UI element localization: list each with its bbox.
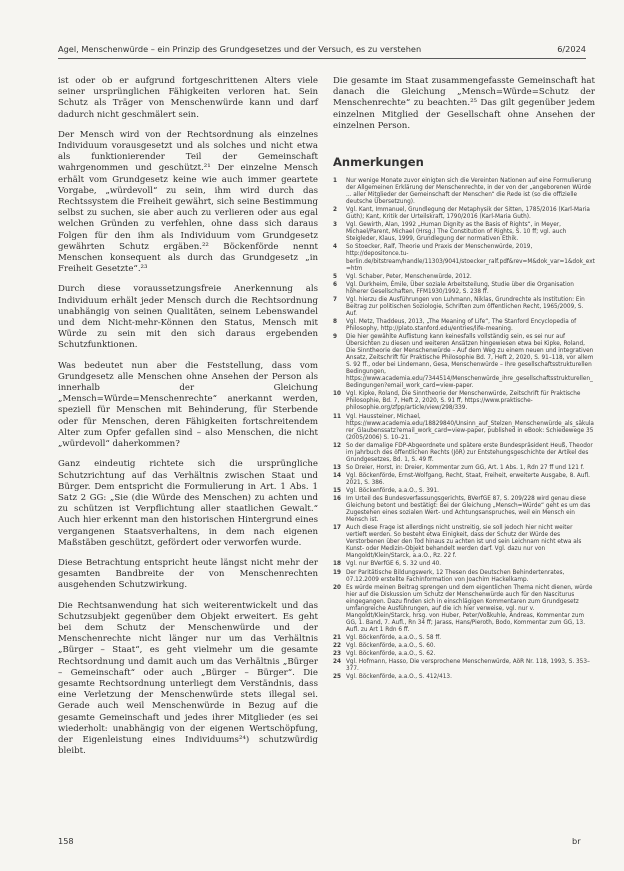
endnote-text: Vgl. Böckenförde, a.a.O., S. 60.: [346, 642, 436, 649]
intro-paragraph: Die gesamte im Staat zusammengefasste Gemeinschaft hat danach die Gleichung „Mensch=Würde=Schutz der Menschenrechte“ zu beachten.²⁵ Das gilt gegenüber jedem einzelnen Mitglied der Gesellschaft ohne Ansehen der einzelnen Person.: [333, 76, 595, 131]
endnote-text: Vgl. Böckenförde, Ernst-Wolfgang, Recht, Staat, Freiheit, erweiterte Ausgabe, 8. Aufl. 2021, S. 386.: [346, 472, 590, 486]
endnote-item: [333, 282, 595, 296]
endnote-text: Vgl. Böckenförde, a.a.O., S. 62.: [346, 651, 436, 658]
endnote-item: [333, 525, 595, 560]
endnote-text: Vgl. Kipke, Roland, Die Sinntheorie der Menschenwürde, Zeitschrift für Praktische Philosophie, Bd. 7, Heft 2, 2020, S. 91 ff, https://www.praktische-philosophie.org/zfpp/article/view/298/339.: [346, 391, 581, 412]
endnote-number: 5: [333, 273, 338, 280]
endnote-number: 4: [333, 244, 338, 251]
left-column: [58, 76, 318, 766]
endnote-text: So der damalige FDP-Abgeordnete und spätere erste Bundespräsident Heuß, Theodor im Jahrbuch des öffentlichen Rechts (JöR) zur Entstehungsgeschichte der Artikel des Grundgesetzes, Bd. 1, S. 49 ff.: [346, 442, 593, 463]
endnote-number: 1: [333, 178, 338, 185]
endnote-item: [333, 570, 595, 584]
publisher-mark: br: [572, 836, 581, 846]
endnote-number: 13: [333, 464, 342, 471]
endnote-item: [333, 585, 595, 634]
endnote-number: 16: [333, 496, 342, 503]
endnote-number: 18: [333, 561, 342, 568]
paragraph: Durch diese voraussetzungsfreie Anerkennung als Individuum erhält jeder Mensch durch die Rechtsordnung unabhängig von seinen Qualitäten, seinem Lebenswandel und dem Nicht-mehr-Können den Status, Mensch mit Würde zu sein mit den sich daraus ergebenden Schutzfunktionen.: [58, 284, 318, 351]
endnotes-list: [333, 178, 595, 681]
endnote-item: [333, 391, 595, 412]
endnote-number: 22: [333, 642, 342, 649]
paragraph: Ganz eindeutig richtete sich die ursprüngliche Schutzrichtung auf das Verhältnis zwischen Staat und Bürger. Dem entspricht die Formulierung in Art. 1 Abs. 1 Satz 2 GG: „Sie (die Würde des Menschen) zu achten und zu schützen ist Verpflichtung aller staatlichen Gewalt.“ Auch hier erkennt man den historischen Hintergrund eines vergangenen Staatsverhaltens, in dem nach eigenen Maßstäben geschützt, gefördert oder verworfen wurde.: [58, 459, 318, 548]
endnote-item: [333, 651, 595, 658]
endnote-text: Auch diese Frage ist allerdings nicht unstreitig, sie soll jedoch hier nicht weiter vertieft werden. So besteht etwa Einigkeit, dass der Schutz der Würde des Verstorbenen über den Tod hinaus zu achten ist und sein Leichnam nicht etwa als Kunst- oder Medizin-Objekt behandelt werden darf. Vgl. dazu nur von Mangoldt/Klein/Starck, a.a.O., Rz. 22 f.: [346, 525, 582, 560]
endnote-number: 11: [333, 413, 342, 420]
endnote-number: 9: [333, 334, 338, 340]
endnote-item: [333, 274, 595, 281]
endnote-item: [333, 473, 595, 487]
endnote-item: [333, 488, 595, 495]
endnote-number: 12: [333, 442, 342, 449]
right-column: [333, 76, 595, 682]
endnote-text: Vgl. Böckenförde, a.a.O., S. 412/413.: [346, 674, 452, 681]
endnote-number: 3: [333, 222, 338, 229]
endnote-item: [333, 659, 595, 673]
endnote-number: 10: [333, 391, 342, 398]
endnote-item: [333, 635, 595, 642]
paragraph: Die Rechtsanwendung hat sich weiterentwickelt und das Schutzsubjekt gegenüber dem Objekt erweitert. Es geht bei dem Schutz der Menschenwürde und der Menschenrechte nicht länger nur um das Verhältnis „Bürger – Staat“, es geht vielmehr um die gesamte Rechtsordnung und damit auch um das Verhältnis „Bürger – Gemeinschaft“ oder auch „Bürger – Bürger“. Die gesamte Rechtsordnung unterliegt dem Verständnis, dass eine Verletzung der Menschenwürde stets illegal sei. Gerade auch weil Menschenwürde in Bezug auf die gesamte Gemeinschaft und jedes ihrer Mitglieder (es sei wiederholt: unabhängig von der eigenen Wertschöpfung, der Eigenleistung eines Individuums²⁴) schutzwürdig bleibt.: [58, 600, 318, 757]
endnote-number: 14: [333, 472, 342, 479]
header-issue: 6/2024: [557, 44, 586, 54]
endnote-item: [333, 207, 595, 221]
endnote-number: 2: [333, 207, 338, 214]
endnote-item: [333, 414, 595, 442]
page-number: 158: [58, 836, 74, 846]
paragraph: Diese Betrachtung entspricht heute längst nicht mehr der gesamten Bandbreite der von Menschenrechten ausgehenden Schutzwirkung.: [58, 557, 318, 591]
endnote-number: 20: [333, 584, 342, 591]
endnote-item: [333, 244, 595, 272]
endnote-number: 6: [333, 281, 338, 288]
endnote-number: 24: [333, 659, 342, 666]
endnote-text: Vgl. Hofmann, Hasso, Die versprochene Menschenwürde, AöR Nr. 118, 1993, S. 353–377.: [346, 659, 590, 673]
endnote-number: 7: [333, 296, 338, 303]
endnote-text: So Dreier, Horst, in: Dreier, Kommentar zum GG, Art. 1 Abs. 1, Rdn 27 ff und 121 f.: [346, 464, 585, 471]
endnote-number: 19: [333, 569, 342, 576]
endnote-item: [333, 443, 595, 464]
endnote-text: Die hier gewählte Auflistung kann keinesfalls vollständig sein, es sei nur auf Übersichten zu diesen und weiteren Ansätzen hingewiesen etwa bei Kipke, Roland, Die Sinntheorie der Menschenwürde – Auf dem Weg zu einem neuen und integrativen Ansatz, Zeitschrift für Praktische Philosophie Bd. 7, Heft 2, 2020, S. 91–118, vor allem S. 92 ff., oder bei Lindemann, Gesa, Menschenwürde – Ihre gesellschaftsstrukturellen Bedingungen, https://www.academia.edu/7344514/Menschenwürde_ihre_gesellschaftsstrukturellen_Bedingungen?email_work_card=view-paper.: [346, 334, 594, 390]
endnote-text: Vgl. Böckenförde, a.a.O., S. 58 ff.: [346, 634, 442, 641]
paragraph: ist oder ob er aufgrund fortgeschrittenen Alters viele seiner ursprünglichen Fähigkeiten verloren hat. Sein Schutz als Träger von Menschenwürde kann und darf dadurch nicht geschmälert sein.: [58, 76, 318, 120]
endnote-number: 8: [333, 318, 338, 325]
endnote-item: [333, 643, 595, 650]
endnote-item: [333, 334, 595, 390]
endnote-text: Vgl. Böckenförde, a.a.O., S. 391.: [346, 487, 440, 494]
endnote-number: 25: [333, 674, 342, 681]
endnote-number: 21: [333, 634, 342, 641]
paragraph: Der Mensch wird von der Rechtsordnung als einzelnes Individuum vorausgesetzt und als solches und nicht etwa als funktionierender Teil der Gemeinschaft wahrgenommen und geschützt.²¹ Der einzelne Mensch erhält vom Grundgesetz keine wie auch immer geartete Vorgabe, „würdevoll“ zu sein, ihm wird durch das Rechtssystem die Freiheit gewährt, sich seine Bestimmung selbst zu suchen, sie aber auch zu verlieren oder aus egal welchen Gründen zu verfehlen, ohne dass sich daraus Folgen für den ihm als Individuum vom Grundgesetz gewährten Schutz ergäben.²² Böckenförde nennt Menschen konsequent als durch das Grundgesetz „in Freiheit Gesetzte“.²³: [58, 129, 318, 275]
endnote-text: So Stoecker, Ralf, Theorie und Praxis der Menschenwürde, 2019, http://depositonce.tu-berlin.de/bitstream/handle/11303/9041/stoecker_ralf.pdf&rev=M&dok_var=1&dok_ext=htm: [346, 244, 595, 272]
endnote-item: [333, 465, 595, 472]
endnote-text: Vgl. Durkheim, Émile, Über soziale Arbeitsteilung, Studie über die Organisation höherer Gesellschaften, FFM1930/1992, S. 238 ff.: [346, 281, 574, 295]
endnote-number: 15: [333, 487, 342, 494]
endnote-text: Der Paritätische Bildungswerk, 12 Thesen des Deutschen Behindertenrates, 07.12.2009 erstellte Fachinformation von Joachim Hackelkamp.: [346, 569, 565, 583]
endnote-text: Vgl. Gewirth, Alan, 1992 „Human Dignity as the Basis of Rights“, in Meyer, Michael/Parent, Michael (Hrsg.) The Constitution of Rights, S. 10 ff; vgl. auch Steigleder, Klaus, 1999, Grundlegung der normativen Ethik.: [346, 222, 567, 243]
endnote-text: Im Urteil des Bundesverfassungsgerichts, BVerfGE 87, S. 209/228 wird genau diese Gleichung betont und bestätigt: Bei der Gleichung „Mensch=Würde“ geht es um das Zugestehen eines sozialen Wert- und Achtungsanspruches, weil ein Mensch ein Mensch ist.: [346, 496, 591, 524]
endnote-text: Vgl. hierzu die Ausführungen von Luhmann, Niklas, Grundrechte als Institution: Ein Beitrag zur politischen Soziologie, Schriften zum öffentlichen Recht, 1965/2009, S. Auf.: [346, 296, 585, 317]
endnote-number: 17: [333, 525, 342, 532]
endnote-number: 23: [333, 651, 342, 658]
endnote-text: Vgl. Metz, Thaddeus, 2013, „The Meaning of Life“, The Stanford Encyclopedia of Philosophy, http://plato.stanford.edu/entries/life-meaning.: [346, 318, 577, 332]
endnote-item: [333, 178, 595, 206]
endnote-text: Vgl. Haussteiner, Michael, https://www.academia.edu/18829840/Unsinn_auf_Stelzen_Menschenwürde_als_säkularer_Glaubenssatz?email_work_card=view-paper, published in eBook: Schiedewege 35 (2005/2006) S. 10–21.: [346, 413, 594, 441]
notes-heading: Anmerkungen: [333, 155, 424, 170]
endnote-text: Vgl. Kant, Immanuel, Grundlegung der Metaphysik der Sitten, 1785/2016 (Karl-Maria Guth); Kant, Kritik der Urteilskraft, 1790/2016 (Karl-Maria Guth).: [346, 207, 590, 221]
endnote-item: [333, 222, 595, 243]
endnote-item: [333, 674, 595, 681]
endnote-text: Es würde meinen Beitrag sprengen und dem eigentlichen Thema nicht dienen, würde hier auf die Diskussion um Schutz der Menschenwürde auch für den Nasciturus eingegangen. Dazu finden sich in einschlägigen Kommentaren zum Grundgesetz umfangreiche Ausführungen, auf die ich hier verweise, vgl. nur v. Mangoldt/Klein/Starck, hrsg. von Huber, Peter/Voßkuhle, Andreas, Kommentar zum GG, 1. Band, 7. Aufl., Rn 34 ff; Jarass, Hans/Pieroth, Bodo, Kommentar zum GG, 13. Aufl. zu Art 1 Rdn 6 ff.: [346, 584, 593, 633]
endnote-text: Vgl. Schaber, Peter, Menschenwürde, 2012.: [346, 273, 472, 280]
header-title: Agel, Menschenwürde – ein Prinzip des Grundgesetzes und der Versuch, es zu verstehen: [58, 44, 422, 54]
endnote-item: [333, 319, 595, 333]
endnote-item: [333, 297, 595, 318]
endnote-item: [333, 496, 595, 524]
endnote-text: Vgl. nur BVerfGE 6, S. 32 und 40.: [346, 561, 442, 568]
endnote-item: [333, 561, 595, 568]
paragraph: Was bedeutet nun aber die Feststellung, dass vom Grundgesetz alle Menschen ohne Ansehen der Person als innerhalb der Gleichung „Mensch=Würde=Menschenrechte“ anerkannt werden, speziell für Menschen mit Behinderung, für Sterbende oder für Menschen, deren Fähigkeiten fortschreitendem Alter zum Opfer gefallen sind – also Menschen, die nicht „würdevoll“ daherkommen?: [58, 360, 318, 450]
endnote-text: Nur wenige Monate zuvor einigten sich die Vereinten Nationen auf eine Formulierung der Allgemeinen Erklärung der Menschenrechte, in der von der „angeborenen Würde ... aller Mitglieder der Gemeinschaft der Menschen“ die Rede ist (so die offizielle deutsche Übersetzung).: [346, 178, 592, 206]
running-header: [58, 40, 586, 59]
